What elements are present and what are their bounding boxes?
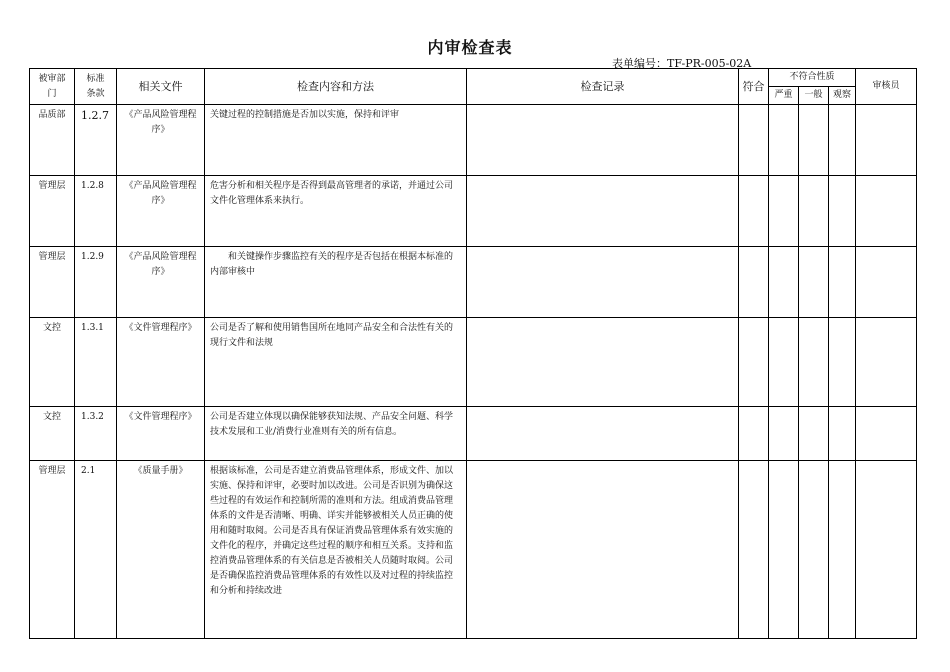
serious-cell[interactable]	[769, 176, 799, 247]
record-cell[interactable]	[467, 176, 739, 247]
table-row	[30, 176, 917, 247]
observe-cell[interactable]	[829, 247, 856, 318]
header-auditor: 审核员	[856, 69, 917, 105]
header-content: 检查内容和方法	[205, 69, 467, 105]
header-conform: 符合	[739, 69, 769, 105]
conform-cell[interactable]	[739, 247, 769, 318]
row-content: 公司是否了解和使用销售国所在地同产品安全和合法性有关的现行文件和法规	[205, 318, 467, 407]
row-dept: 管理层	[30, 176, 75, 247]
auditor-cell[interactable]	[856, 247, 917, 318]
row-dept: 管理层	[30, 461, 75, 639]
header-nonconform: 不符合性质	[769, 69, 856, 87]
row-clause: 2.1	[75, 461, 117, 639]
general-cell[interactable]	[799, 247, 829, 318]
row-dept: 管理层	[30, 247, 75, 318]
table-row	[30, 407, 917, 461]
header-dept-line2: 门	[47, 88, 57, 99]
row-content: 根据该标准，公司是否建立消费品管理体系，形成文件、加以实施、保持和评审，必要时加以改进。公司是否识别为确保这些过程的有效运作和控制所需的准则和方法。组成消费品管理体系的文件是否清晰、明确、详实并能够被相关人员正确的使用和随时取阅。公司是否具有保证消费品管理体系有效实施的文件化的程序，并确定这些过程的顺序和相互关系。支持和监控消费品管理体系的有关信息是否被相关人员随时取阅。公司是否确保监控消费品管理体系的有效性以及对过程的持续监控和分析和持续改进	[205, 461, 467, 639]
table-row	[30, 105, 917, 176]
serious-cell[interactable]	[769, 318, 799, 407]
observe-cell[interactable]	[829, 176, 856, 247]
form-number: 表单编号：TF-PR-005-02A	[612, 57, 752, 70]
table-row	[30, 461, 917, 639]
table-row	[30, 247, 917, 318]
row-doc: 《文件管理程序》	[117, 407, 205, 461]
audit-checklist-table	[29, 68, 917, 639]
header-clause-line2: 条款	[86, 88, 105, 99]
header-observe: 观察	[829, 87, 856, 105]
header-clause	[75, 69, 117, 105]
row-doc: 《产品风险管理程序》	[117, 105, 205, 176]
serious-cell[interactable]	[769, 105, 799, 176]
row-content: 和关键操作步骤监控有关的程序是否包括在根据本标准的内部审核中	[205, 247, 467, 318]
auditor-cell[interactable]	[856, 176, 917, 247]
observe-cell[interactable]	[829, 105, 856, 176]
general-cell[interactable]	[799, 461, 829, 639]
row-doc: 《产品风险管理程序》	[117, 176, 205, 247]
conform-cell[interactable]	[739, 407, 769, 461]
record-cell[interactable]	[467, 461, 739, 639]
auditor-cell[interactable]	[856, 318, 917, 407]
header-dept	[30, 69, 75, 105]
row-dept: 文控	[30, 407, 75, 461]
row-clause: 1.2.9	[75, 247, 117, 318]
serious-cell[interactable]	[769, 461, 799, 639]
header-clause-line1: 标准	[86, 73, 105, 84]
row-doc: 《产品风险管理程序》	[117, 247, 205, 318]
record-cell[interactable]	[467, 318, 739, 407]
row-content: 危害分析和相关程序是否得到最高管理者的承诺，并通过公司文件化管理体系来执行。	[205, 176, 467, 247]
row-clause: 1.3.2	[75, 407, 117, 461]
auditor-cell[interactable]	[856, 407, 917, 461]
row-content: 公司是否建立体现以确保能够获知法规、产品安全问题、科学技术发展和工业/消费行业准则有关的所有信息。	[205, 407, 467, 461]
auditor-cell[interactable]	[856, 105, 917, 176]
auditor-cell[interactable]	[856, 461, 917, 639]
conform-cell[interactable]	[739, 318, 769, 407]
record-cell[interactable]	[467, 105, 739, 176]
table-row	[30, 318, 917, 407]
row-dept: 文控	[30, 318, 75, 407]
header-serious: 严重	[769, 87, 799, 105]
serious-cell[interactable]	[769, 407, 799, 461]
serious-cell[interactable]	[769, 247, 799, 318]
general-cell[interactable]	[799, 318, 829, 407]
observe-cell[interactable]	[829, 407, 856, 461]
row-clause: 1.2.8	[75, 176, 117, 247]
conform-cell[interactable]	[739, 461, 769, 639]
observe-cell[interactable]	[829, 318, 856, 407]
general-cell[interactable]	[799, 407, 829, 461]
conform-cell[interactable]	[739, 176, 769, 247]
observe-cell[interactable]	[829, 461, 856, 639]
row-content: 关键过程的控制措施是否加以实施，保持和评审	[205, 105, 467, 176]
record-cell[interactable]	[467, 247, 739, 318]
page-title: 内审检查表	[427, 38, 513, 57]
general-cell[interactable]	[799, 105, 829, 176]
row-dept: 品质部	[30, 105, 75, 176]
general-cell[interactable]	[799, 176, 829, 247]
header-record: 检查记录	[467, 69, 739, 105]
row-doc: 《质量手册》	[117, 461, 205, 639]
row-doc: 《文件管理程序》	[117, 318, 205, 407]
row-clause: 1.3.1	[75, 318, 117, 407]
header-related-doc: 相关文件	[117, 69, 205, 105]
conform-cell[interactable]	[739, 105, 769, 176]
header-dept-line1: 被审部	[38, 73, 66, 84]
record-cell[interactable]	[467, 407, 739, 461]
header-general: 一般	[799, 87, 829, 105]
row-clause: 1.2.7	[75, 105, 117, 176]
